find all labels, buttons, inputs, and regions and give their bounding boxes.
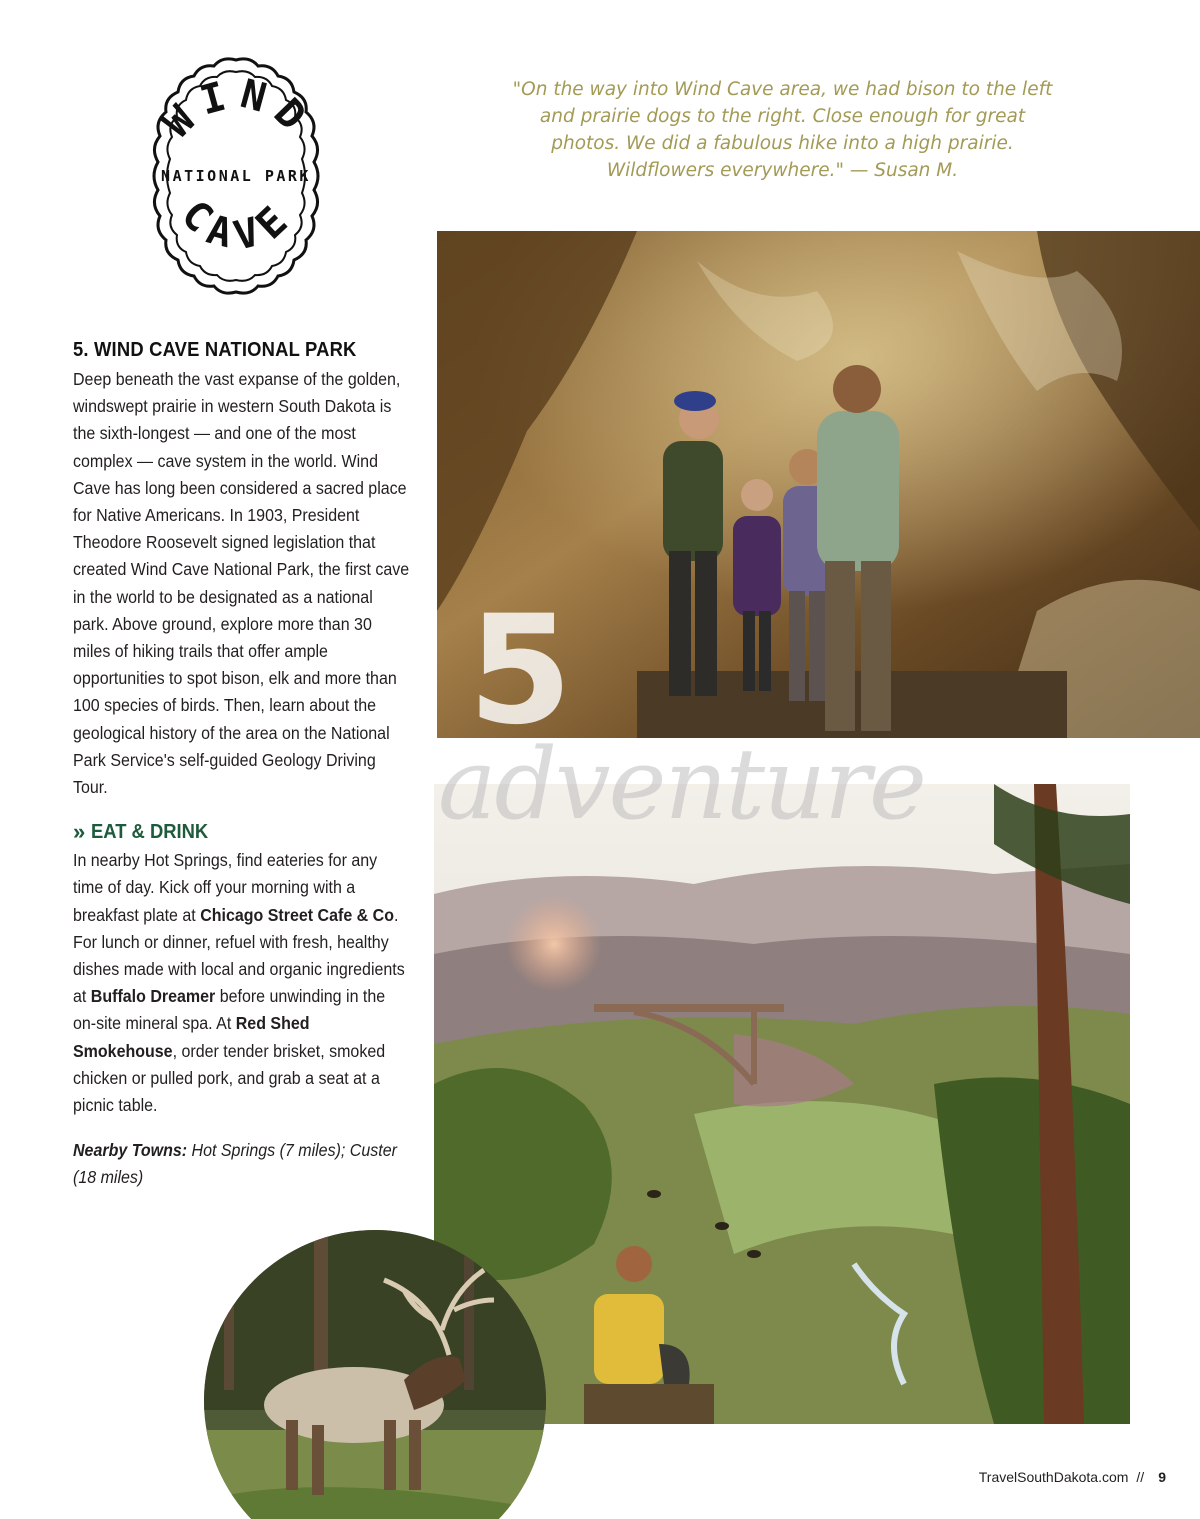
article-column [73, 338, 408, 1192]
testimonial-quote: "On the way into Wind Cave area, we had bison to the left and prairie dogs to the right. Close enough for great photos. We did a fabulous hike into a high prairie. Wildflowers everywhere." — Susan M. [512, 79, 1053, 181]
badge-bottom-word: CAVE [172, 191, 304, 260]
venue-buffalo-dreamer: Buffalo Dreamer [90, 986, 216, 1007]
badge-middle-text: NATIONAL PARK [161, 167, 311, 185]
venue-red-shed-smokehouse: Red Shed Smokehouse [73, 1013, 310, 1061]
page-footer [979, 1469, 1166, 1485]
article-title: 5. WIND CAVE NATIONAL PARK [73, 339, 357, 361]
prairie-valley-photo [434, 784, 1130, 1424]
nearby-towns-label: Nearby Towns: [73, 1140, 188, 1161]
nearby-towns [73, 1137, 410, 1191]
eat-drink-label: EAT & DRINK [91, 821, 209, 844]
eat-drink-heading [73, 819, 408, 845]
nearby-towns-value: Hot Springs (7 miles); Custer (18 miles) [73, 1140, 397, 1188]
adventure-script-overlay: adventure [438, 728, 925, 842]
venue-chicago-street-cafe: Chicago Street Cafe & Co [200, 904, 395, 925]
eat-drink-body: In nearby Hot Springs, find eateries for any time of day. Kick off your morning with a breakfast plate at Chicago Street Cafe & Co. For lunch or dinner, refuel with fresh, healthy dishes made with local and organic ingredients at Buffalo Dreamer before unwinding in the on-site mineral spa. At Red Shed Smokehouse, order tender brisket, smoked chicken or pulled pork, and grab a seat at a picnic table. [73, 850, 405, 1116]
list-number-overlay: 5 [468, 584, 573, 758]
footer-website-link[interactable]: TravelSouthDakota.com [978, 1469, 1129, 1485]
double-chevron-icon: » [73, 819, 80, 845]
article-body: Deep beneath the vast expanse of the golden, windswept prairie in western South Dakota is the sixth-longest — and one of the most complex — cave system in the world. Wind Cave has long been considered a sacred place for Native Americans. In 1903, President Theodore Roosevelt signed legislation that created Wind Cave National Park, the first cave in the world to be designated as a national park. Above ground, explore more than 30 miles of hiking trails that offer ample opportunities to spot bison, elk and more than 100 species of birds. Then, learn about the geological history of the area on the National Park Service's self-guided Geology Driving Tour. [73, 369, 410, 798]
wind-cave-badge-logo [112, 52, 360, 300]
footer-separator: // [1136, 1469, 1145, 1485]
badge-top-word: WIND [154, 71, 322, 147]
page-number: 9 [1158, 1469, 1166, 1485]
